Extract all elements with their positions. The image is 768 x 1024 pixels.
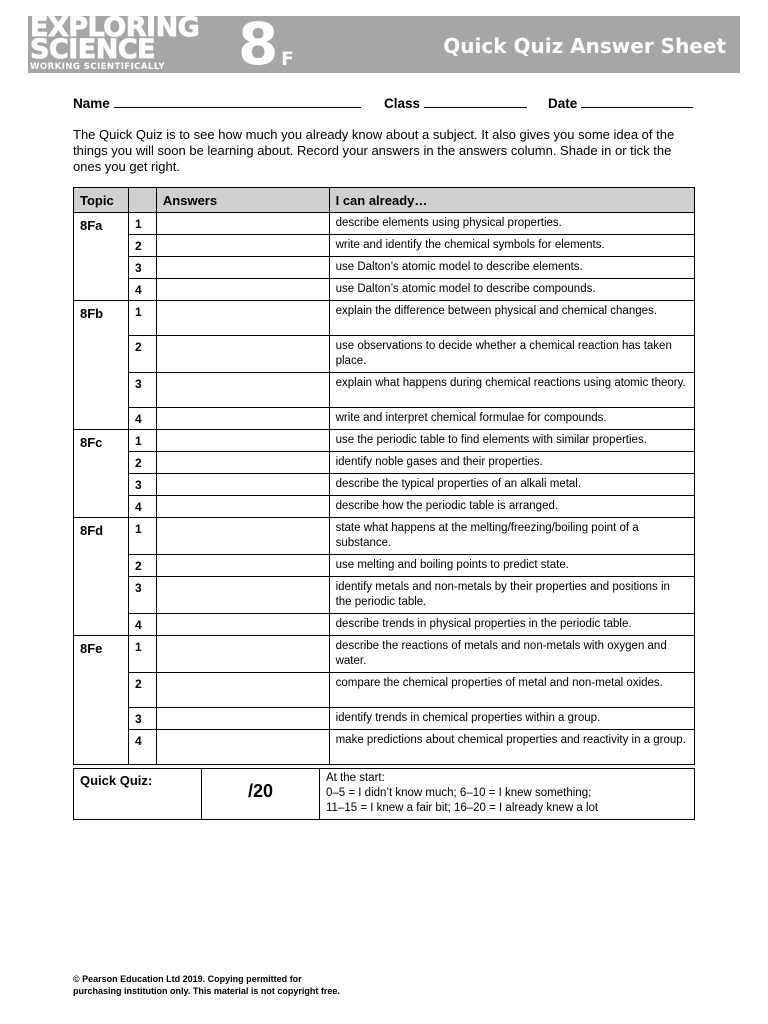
topic-code: 8Fb [74,301,129,430]
score-table [73,768,695,820]
answer-cell[interactable] [156,555,329,577]
class-field[interactable] [384,95,527,111]
question-number: 4 [128,408,156,430]
score-info [320,769,695,820]
question-number: 2 [128,555,156,577]
question-number: 2 [128,336,156,373]
table-row [74,673,695,708]
question-number: 4 [128,496,156,518]
can-already-statement: write and identify the chemical symbols for elements. [329,235,694,257]
can-already-statement: identify metals and non-metals by their properties and positions in the periodic table. [329,577,694,614]
question-number: 4 [128,730,156,765]
footer-line-2: purchasing institution only. This material is not copyright free. [73,986,340,996]
question-number: 4 [128,279,156,301]
can-already-statement: compare the chemical properties of metal and non-metal oxides. [329,673,694,708]
can-already-statement: describe elements using physical properties. [329,213,694,235]
can-already-statement: describe the typical properties of an alkali metal. [329,474,694,496]
question-number: 1 [128,301,156,336]
question-number: 2 [128,673,156,708]
can-already-statement: describe the reactions of metals and non-metals with oxygen and water. [329,636,694,673]
can-already-statement: state what happens at the melting/freezing/boiling point of a substance. [329,518,694,555]
question-number: 1 [128,430,156,452]
score-total[interactable]: /20 [202,769,320,820]
table-row [74,452,695,474]
can-already-statement: use observations to decide whether a chemical reaction has taken place. [329,336,694,373]
score-info-line-1: At the start: [326,772,385,784]
table-header-row [74,188,695,213]
answer-cell[interactable] [156,452,329,474]
sheet-title: Quick Quiz Answer Sheet [443,34,726,58]
table-row [74,408,695,430]
question-number: 4 [128,614,156,636]
table-row [74,518,695,555]
answer-cell[interactable] [156,213,329,235]
can-already-statement: explain the difference between physical and chemical changes. [329,301,694,336]
answer-cell[interactable] [156,301,329,336]
header-topic: Topic [74,188,129,213]
can-already-statement: use melting and boiling points to predict state. [329,555,694,577]
table-row [74,279,695,301]
can-already-statement: identify trends in chemical properties within a group. [329,708,694,730]
quiz-table [73,187,695,765]
name-line[interactable] [114,95,361,108]
name-field[interactable] [73,95,361,111]
header-number [128,188,156,213]
can-already-statement: make predictions about chemical properties and reactivity in a group. [329,730,694,765]
answer-cell[interactable] [156,336,329,373]
answer-cell[interactable] [156,518,329,555]
logo-line-2: SCIENCE [30,34,156,65]
exploring-science-logo [30,12,220,72]
answer-cell[interactable] [156,235,329,257]
can-already-statement: write and interpret chemical formulae for compounds. [329,408,694,430]
table-row [74,496,695,518]
copyright-footer [73,973,340,997]
table-row [74,430,695,452]
answer-cell[interactable] [156,257,329,279]
answer-cell[interactable] [156,408,329,430]
can-already-statement: describe trends in physical properties in the periodic table. [329,614,694,636]
question-number: 3 [128,577,156,614]
logo-line-1: EXPLORING [30,12,200,43]
footer-line-1: © Pearson Education Ltd 2019. Copying permitted for [73,974,302,984]
score-info-line-3: 11–15 = I knew a fair bit; 16–20 = I already knew a lot [326,802,599,814]
table-row [74,301,695,336]
intro-text: The Quick Quiz is to see how much you already know about a subject. It also gives you some idea of the things you will soon be learning about. Record your answers in the answers column. Shade in or tick the ones you get right. [73,127,675,174]
score-row [74,769,695,820]
table-row [74,614,695,636]
can-already-statement: use Dalton’s atomic model to describe compounds. [329,279,694,301]
topic-code: 8Fe [74,636,129,765]
class-line[interactable] [424,95,527,108]
answer-cell[interactable] [156,279,329,301]
table-row [74,577,695,614]
table-row [74,708,695,730]
can-already-statement: use the periodic table to find elements with similar properties. [329,430,694,452]
score-info-line-2: 0–5 = I didn’t know much; 6–10 = I knew something; [326,787,592,799]
question-number: 1 [128,213,156,235]
question-number: 1 [128,636,156,673]
question-number: 3 [128,373,156,408]
can-already-statement: use Dalton’s atomic model to describe elements. [329,257,694,279]
answer-cell[interactable] [156,730,329,765]
question-number: 3 [128,474,156,496]
answer-cell[interactable] [156,373,329,408]
answer-cell[interactable] [156,708,329,730]
class-label: Class [384,96,421,111]
answer-cell[interactable] [156,636,329,673]
table-row [74,257,695,279]
can-already-statement: identify noble gases and their properties. [329,452,694,474]
topic-code: 8Fc [74,430,129,518]
question-number: 3 [128,708,156,730]
question-number: 3 [128,257,156,279]
name-label: Name [73,96,110,111]
can-already-statement: explain what happens during chemical reactions using atomic theory. [329,373,694,408]
question-number: 2 [128,235,156,257]
logo-line-3: WORKING SCIENTIFICALLY [30,62,165,72]
table-row [74,555,695,577]
unit-letter: F [281,48,294,70]
topic-code: 8Fa [74,213,129,301]
table-row [74,235,695,257]
date-label: Date [548,96,578,111]
topic-code: 8Fd [74,518,129,636]
answer-cell[interactable] [156,673,329,708]
table-row [74,636,695,673]
table-row [74,730,695,765]
table-row [74,213,695,235]
answer-cell[interactable] [156,474,329,496]
answer-cell[interactable] [156,430,329,452]
table-row [74,474,695,496]
score-label: Quick Quiz: [74,769,202,820]
header-can-already: I can already… [329,188,694,213]
answer-cell[interactable] [156,577,329,614]
date-field[interactable] [548,95,693,111]
unit-number: 8 [238,10,279,78]
date-line[interactable] [581,95,693,108]
header-answers: Answers [156,188,329,213]
table-row [74,373,695,408]
answer-cell[interactable] [156,496,329,518]
question-number: 1 [128,518,156,555]
question-number: 2 [128,452,156,474]
can-already-statement: describe how the periodic table is arranged. [329,496,694,518]
answer-cell[interactable] [156,614,329,636]
table-row [74,336,695,373]
